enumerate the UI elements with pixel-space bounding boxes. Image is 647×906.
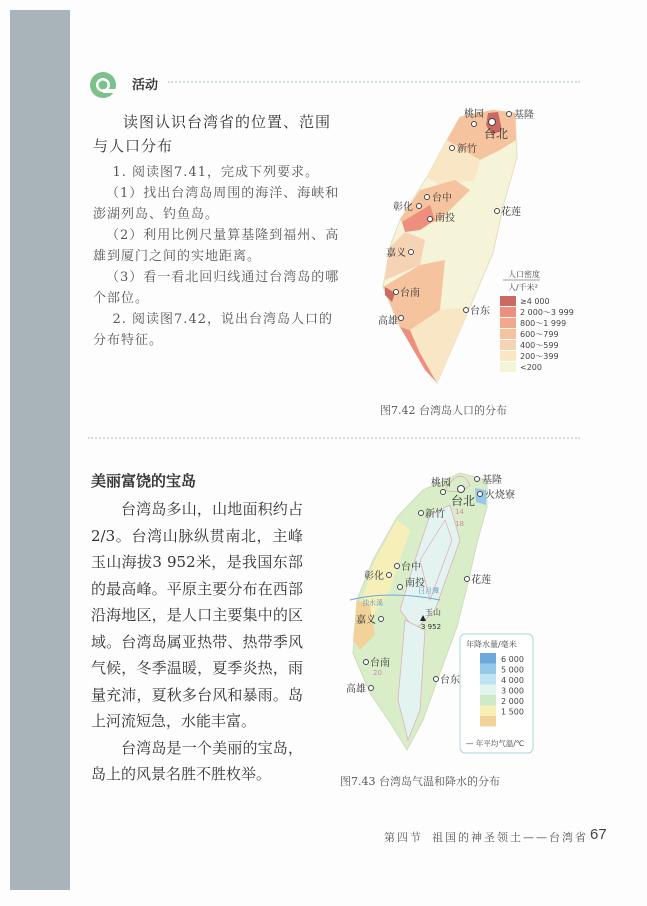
- legend-swatch: [480, 695, 496, 706]
- legend-label: 3 000: [501, 686, 524, 696]
- population-density-map: [360, 80, 580, 420]
- precipitation-legend: [460, 634, 533, 753]
- activity-item: 2. 阅读图7.42，说出台湾岛人口的分布特征。: [93, 312, 333, 348]
- legend-title: 年降水量/毫米: [466, 640, 517, 649]
- city-label: 基隆: [482, 475, 502, 486]
- legend-label: 2 000: [501, 697, 524, 706]
- activity-title: 活动: [132, 78, 159, 93]
- figure-caption: 图7.43 台湾岛气温和降水的分布: [340, 775, 500, 788]
- legend-unit: 人/千米²: [508, 283, 538, 292]
- city-label: 台北: [484, 127, 509, 141]
- legend-swatch: [500, 340, 516, 350]
- legend-swatch: [500, 296, 516, 306]
- isotherm-label: 14: [455, 508, 464, 516]
- city-label: 南投: [435, 213, 455, 224]
- density-legend: [500, 269, 574, 372]
- legend-label: 5 000: [501, 665, 524, 675]
- legend-label: 2 000～3 999: [520, 308, 574, 317]
- city-label: 花莲: [501, 207, 521, 218]
- section-paragraph: 台湾岛是一个美丽的宝岛，岛上的风景名胜不胜枚举。: [91, 738, 303, 783]
- legend-swatch: [500, 318, 516, 328]
- city-label: 南投: [405, 578, 425, 589]
- city-label: 台东: [470, 306, 490, 317]
- legend-swatch: [480, 653, 496, 664]
- legend-swatch: [480, 674, 496, 685]
- city-label: 彰化: [393, 202, 413, 213]
- figure-caption: 图7.42 台湾岛人口的分布: [380, 404, 507, 417]
- city-label: 嘉义: [356, 615, 376, 626]
- city-label: 彰化: [364, 571, 384, 582]
- legend-label: 4 000: [501, 676, 524, 685]
- isotherm-label: 18: [455, 520, 464, 528]
- peak-label: 玉山: [425, 608, 441, 617]
- city-label: 高雄: [346, 684, 366, 695]
- activity-block: [93, 110, 343, 351]
- activity-item: 1. 阅读图7.41，完成下列要求。: [112, 165, 319, 180]
- footer-chapter: 祖国的神圣领土——台湾省: [432, 831, 588, 844]
- divider: [88, 437, 580, 439]
- legend-label: 400～599: [520, 341, 559, 350]
- city-label: 桃园: [464, 109, 484, 120]
- legend-label: 200～399: [520, 352, 559, 361]
- city-label: 基隆: [514, 110, 534, 121]
- footer-section: 第四节: [384, 831, 423, 844]
- city-label: 台东: [440, 675, 460, 686]
- city-label: 新竹: [457, 144, 477, 155]
- legend-swatch: [500, 351, 516, 361]
- city-label: 火烧寮: [485, 490, 515, 501]
- legend-swatch: [480, 716, 496, 727]
- legend-label: <200: [520, 363, 542, 372]
- legend-swatch: [500, 329, 516, 339]
- isotherm-label: 20: [373, 669, 382, 677]
- activity-item: （3）看一看北回归线通过台湾岛的哪个部位。: [93, 270, 340, 306]
- temperature-legend: — 年平均气温/℃: [466, 739, 525, 748]
- section-body: [91, 496, 303, 788]
- activity-heading: 读图认识台湾省的位置、范围与人口分布: [93, 113, 332, 155]
- legend-label: 1 500: [501, 707, 524, 717]
- page-number: 67: [590, 826, 607, 843]
- river-label: 浊水溪: [362, 599, 383, 607]
- activity-icon: [88, 70, 118, 100]
- legend-swatch: [500, 307, 516, 317]
- legend-swatch: [500, 362, 516, 372]
- city-label: 新竹: [425, 509, 445, 520]
- section-paragraph: 台湾岛多山，山地面积约占2/3。台湾山脉纵贯南北，主峰玉山海拔3 952米，是我国东部的最高峰。平原主要分布在西部沿海地区，是人口主要集中的区域。台湾岛属亚热带、热带季风气候，冬季温暖，夏季炎热，雨量充沛，夏秋多台风和暴雨。岛上河流短急，水能丰富。: [91, 500, 303, 730]
- city-label: 嘉义: [386, 248, 406, 259]
- section-title: 美丽富饶的宝岛: [91, 472, 197, 490]
- legend-label: 600～799: [520, 330, 559, 339]
- legend-label: 6 000: [501, 655, 524, 664]
- legend-swatch: [480, 706, 496, 717]
- legend-swatch: [480, 664, 496, 675]
- legend-label: 800～1 999: [520, 319, 567, 328]
- activity-item: （2）利用比例尺量算基隆到福州、高雄到厦门之间的实地距离。: [93, 228, 340, 264]
- legend-title: 人口密度: [508, 270, 540, 279]
- city-label: 高雄: [378, 316, 398, 327]
- city-label: 台南: [400, 288, 420, 299]
- city-label: 花莲: [471, 575, 491, 586]
- city-label: 台中: [432, 193, 452, 204]
- legend-label: ≥4 000: [520, 297, 550, 306]
- lake-label: 日月潭: [418, 587, 439, 595]
- city-label: 台中: [401, 562, 421, 573]
- legend-swatch: [480, 685, 496, 696]
- city-label: 台北: [451, 494, 476, 508]
- temperature-precipitation-map: [330, 460, 570, 800]
- peak-elevation: 3 952: [421, 623, 442, 631]
- page-edge-band: [10, 10, 70, 890]
- city-label: 桃园: [431, 478, 451, 489]
- activity-item: （1）找出台湾岛周围的海洋、海峡和澎湖列岛、钓鱼岛。: [93, 186, 340, 222]
- city-label: 台南: [370, 658, 390, 669]
